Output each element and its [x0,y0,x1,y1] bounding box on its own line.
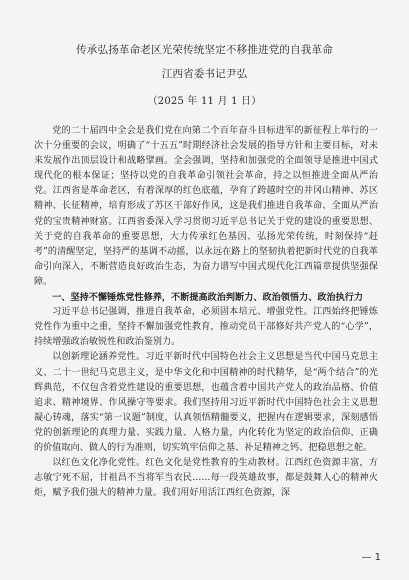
document-title: 传承弘扬革命老区光荣传统坚定不移推进党的自我革命 [76,44,333,56]
document-date: （2025 年 11 月 1 日） [147,96,262,107]
page-number: — 1 [361,552,381,563]
document-author: 江西省委书记尹弘 [161,68,248,80]
document-body [34,124,378,501]
paragraph: 以红色文化净化党性。红色文化是党性教育的生动教材。江西红色资源丰富，方志敏宁死不屈，甘祖昌不当将军当农民……每一段英雄故事，都是鼓舞人心的精神火炬，赋予我们强大的精神力量。我们用好用活江西红色资源，深 [34,458,378,499]
section-heading: 一、坚持不懈锤炼党性修养，不断提高政治判断力、政治领悟力、政治执行力 [52,292,364,304]
paragraph: 习近平总书记强调，推进自我革命，必须固本培元、增强党性。江西始终把锤炼党性作为重中之重，坚持不懈加强党性教育，推动党员干部修好共产党人的“心学”，持续增强政治敏锐性和政治鉴别力。 [34,307,378,348]
paragraph: 党的二十届四中全会是我们党在向第二个百年奋斗目标进军的新征程上举行的一次十分重要的会议，明确了“十五五”时期经济社会发展的指导方针和主要目标，对未来发展作出顶层设计和战略擘画。全会强调，坚持和加强党的全面领导是推进中国式现代化的根本保证；坚持以党的自我革命引领社会革命，持之以恒推进全面从严治党。江西省是革命老区，有着深厚的红色底蕴，孕育了跨越时空的井冈山精神、苏区精神、长征精神，培育形成了苏区干部好作风，这是我们推进自我革命、全面从严治党的宝贵精神财富。江西省委深入学习贯彻习近平总书记关于党的建设的重要思想、关于党的自我革命的重要思想，大力传承红色基因、弘扬光荣传统，时刻保持“赶考”的清醒坚定，坚持严的基调不动摇，以永远在路上的坚韧执着把新时代党的自我革命引向深入，不断营造良好政治生态，为奋力谱写中国式现代化江西篇章提供坚强保障。 [34,126,378,287]
paragraph: 以创新理论涵养党性。习近平新时代中国特色社会主义思想是当代中国马克思主义、二十一世纪马克思主义，是中华文化和中国精神的时代精华，是“两个结合”的光辉典范，不仅包含着党性建设的重要思想，也蕴含着中国共产党人的政治品格、价值追求、精神境界、作风操守等要求。我们坚持用习近平新时代中国特色社会主义思想凝心铸魂，落实“第一议题”制度，认真领悟精髓要义，把握内在逻辑要求，深刻感悟党的创新理论的真理力量、实践力量、人格力量，内化转化为坚定的政治信仰、正确的价值取向、做人的行为准则，切实筑牢信仰之基、补足精神之钙、把稳思想之舵。 [34,352,378,453]
